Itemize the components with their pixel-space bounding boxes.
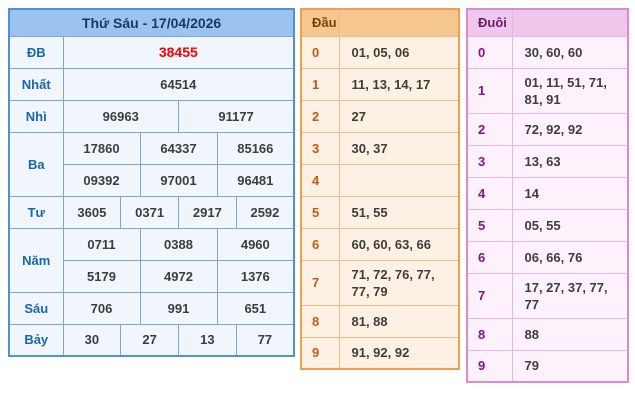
dau-digit: 4 (301, 164, 339, 196)
duoi-digit: 1 (467, 68, 512, 113)
prize-value: 96963 (63, 100, 179, 132)
table-row (301, 36, 459, 68)
duoi-header: Đuôi (467, 9, 512, 36)
table-row (301, 164, 459, 196)
table-row (301, 260, 459, 305)
prize-label-sau: Sáu (9, 292, 63, 324)
prize-value: 64514 (63, 68, 294, 100)
table-row (9, 132, 294, 164)
dau-table (300, 8, 460, 370)
prize-value: 91177 (179, 100, 295, 132)
prize-value: 30 (63, 324, 121, 356)
dau-values: 71, 72, 76, 77, 77, 79 (339, 260, 459, 305)
duoi-values: 88 (512, 318, 628, 350)
duoi-digit: 5 (467, 209, 512, 241)
prize-value: 27 (121, 324, 179, 356)
prize-value-db: 38455 (63, 36, 294, 68)
dau-header: Đầu (301, 9, 339, 36)
dau-values: 30, 37 (339, 132, 459, 164)
prize-value: 0371 (121, 196, 179, 228)
prize-value: 4972 (140, 260, 217, 292)
table-row (467, 113, 628, 145)
prize-value: 17860 (63, 132, 140, 164)
duoi-values: 17, 27, 37, 77, 77 (512, 273, 628, 318)
results-table (8, 8, 295, 357)
prize-value: 85166 (217, 132, 294, 164)
prize-value: 2592 (236, 196, 294, 228)
prize-value: 13 (179, 324, 237, 356)
dau-digit: 7 (301, 260, 339, 305)
prize-value: 991 (140, 292, 217, 324)
table-row (9, 9, 294, 36)
duoi-digit: 9 (467, 350, 512, 382)
table-row (9, 68, 294, 100)
dau-values: 91, 92, 92 (339, 337, 459, 369)
table-row (301, 68, 459, 100)
duoi-values: 13, 63 (512, 145, 628, 177)
prize-label-ba: Ba (9, 132, 63, 196)
dau-values: 01, 05, 06 (339, 36, 459, 68)
duoi-digit: 0 (467, 36, 512, 68)
prize-value: 97001 (140, 164, 217, 196)
duoi-digit: 7 (467, 273, 512, 318)
duoi-digit: 8 (467, 318, 512, 350)
table-row (301, 196, 459, 228)
prize-value: 77 (236, 324, 294, 356)
dau-digit: 2 (301, 100, 339, 132)
prize-label-bay: Bảy (9, 324, 63, 356)
table-row (467, 9, 628, 36)
table-row (467, 273, 628, 318)
dau-digit: 1 (301, 68, 339, 100)
duoi-values: 01, 11, 51, 71, 81, 91 (512, 68, 628, 113)
prize-value: 96481 (217, 164, 294, 196)
dau-digit: 6 (301, 228, 339, 260)
table-row (301, 100, 459, 132)
dau-values: 11, 13, 14, 17 (339, 68, 459, 100)
table-row (467, 241, 628, 273)
table-row (467, 36, 628, 68)
prize-value: 64337 (140, 132, 217, 164)
results-date-header: Thứ Sáu - 17/04/2026 (9, 9, 294, 36)
dau-values: 27 (339, 100, 459, 132)
prize-value: 5179 (63, 260, 140, 292)
duoi-digit: 3 (467, 145, 512, 177)
table-row (9, 324, 294, 356)
table-row (9, 292, 294, 324)
dau-values: 51, 55 (339, 196, 459, 228)
table-row (9, 36, 294, 68)
prize-value: 706 (63, 292, 140, 324)
dau-values (339, 164, 459, 196)
duoi-digit: 4 (467, 177, 512, 209)
dau-values: 60, 60, 63, 66 (339, 228, 459, 260)
duoi-digit: 6 (467, 241, 512, 273)
table-row (467, 68, 628, 113)
table-row (467, 350, 628, 382)
table-row (467, 177, 628, 209)
duoi-digit: 2 (467, 113, 512, 145)
prize-value: 3605 (63, 196, 121, 228)
duoi-table (466, 8, 629, 383)
table-row (9, 196, 294, 228)
prize-value: 2917 (179, 196, 237, 228)
duoi-values: 14 (512, 177, 628, 209)
table-row (301, 9, 459, 36)
prize-label-db: ĐB (9, 36, 63, 68)
table-row (301, 305, 459, 337)
dau-digit: 0 (301, 36, 339, 68)
prize-value: 0711 (63, 228, 140, 260)
table-row (301, 132, 459, 164)
dau-digit: 8 (301, 305, 339, 337)
dau-digit: 5 (301, 196, 339, 228)
prize-value: 651 (217, 292, 294, 324)
dau-values: 81, 88 (339, 305, 459, 337)
prize-label-nhat: Nhất (9, 68, 63, 100)
prize-value: 1376 (217, 260, 294, 292)
duoi-values: 30, 60, 60 (512, 36, 628, 68)
prize-value: 4960 (217, 228, 294, 260)
prize-value: 0388 (140, 228, 217, 260)
prize-label-nam: Năm (9, 228, 63, 292)
table-row (9, 100, 294, 132)
dau-digit: 9 (301, 337, 339, 369)
duoi-values: 05, 55 (512, 209, 628, 241)
table-row (467, 318, 628, 350)
table-row (301, 228, 459, 260)
prize-label-tu: Tư (9, 196, 63, 228)
duoi-values: 79 (512, 350, 628, 382)
table-row (467, 145, 628, 177)
dau-digit: 3 (301, 132, 339, 164)
prize-value: 09392 (63, 164, 140, 196)
dau-header-empty (339, 9, 459, 36)
duoi-values: 06, 66, 76 (512, 241, 628, 273)
table-row (9, 228, 294, 260)
prize-label-nhi: Nhì (9, 100, 63, 132)
duoi-values: 72, 92, 92 (512, 113, 628, 145)
table-row (467, 209, 628, 241)
duoi-header-empty (512, 9, 628, 36)
table-row (301, 337, 459, 369)
